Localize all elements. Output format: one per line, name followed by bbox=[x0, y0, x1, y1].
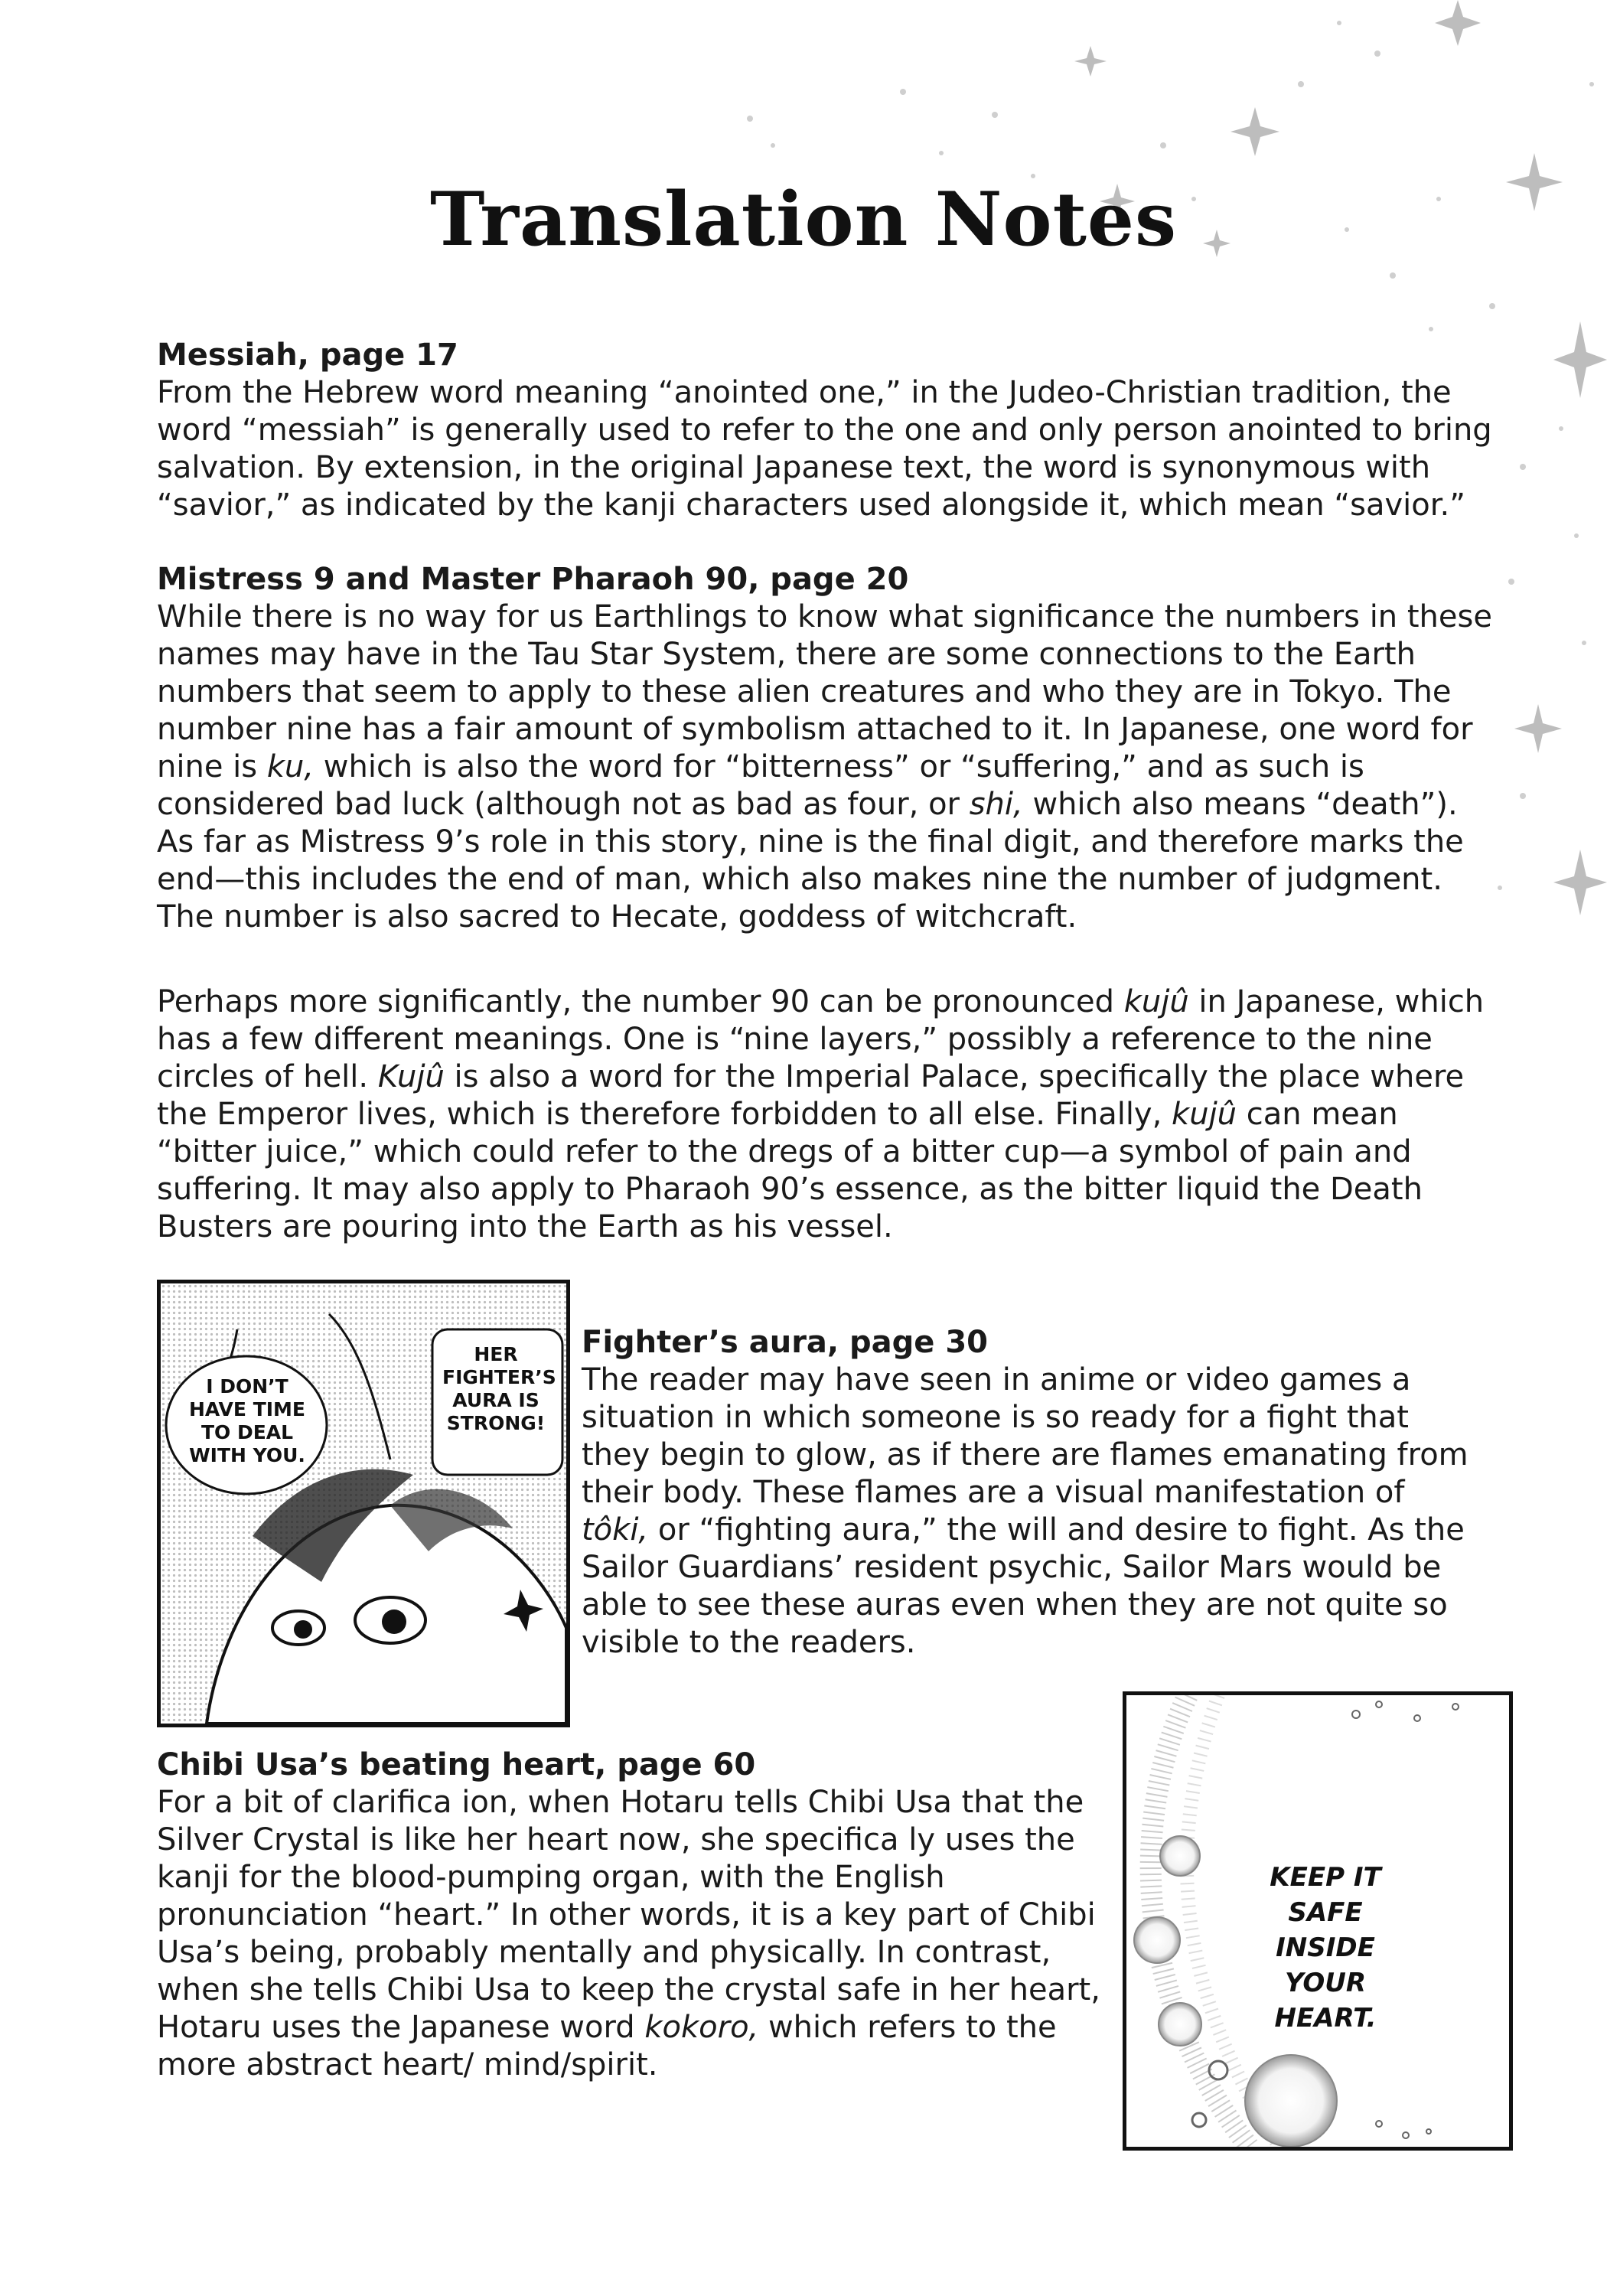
note-pharaoh-90 bbox=[157, 983, 1488, 1246]
note-mistress-9 bbox=[157, 561, 1504, 936]
note-body: While there is no way for us Earthlings to know what significance the numbers in these names may have in the Tau Star System, there are some connections to the Earth numbers that seem to apply to these alien creatures and who they are in Tokyo. The number nine has a fair amount of symbolism attached to it. In Japanese, one word for nine is ku, which is also the word for “bitterness” or “suffering,” and as such is considered bad luck (although not as bad as four, or shi, which also means “death”). As far as Mistress 9’s role in this story, nine is the final digit, and therefore marks the end—this includes the end of man, which also makes nine the number of judgment. The number is also sacred to Hecate, goddess of witchcraft. bbox=[157, 599, 1492, 934]
sparkle-icon bbox=[1074, 46, 1107, 77]
note-body: For a bit of clarifica ion, when Hotaru tells Chibi Usa that the Silver Crystal is like her heart now, she specifica ly uses the kanji for the blood-pumping organ, with the English pronunciation “heart.” In other words, it is a key part of Chibi Usa’s being, probably mentally and physically. In contrast, when she tells Chibi Usa to keep the crystal safe in her heart, Hotaru uses the Japanese word kokoro, which refers to the more abstract heart/ mind/spirit. bbox=[157, 1785, 1100, 2082]
sparkle-icon bbox=[1435, 0, 1481, 46]
manga-panel-heart bbox=[1123, 1691, 1513, 2151]
manga-panel-fighter bbox=[157, 1280, 570, 1727]
note-messiah bbox=[157, 337, 1504, 524]
note-chibi-usa-heart bbox=[157, 1746, 1106, 2084]
sparkle-icon bbox=[1553, 850, 1607, 915]
note-heading: Messiah, page 17 bbox=[157, 338, 458, 373]
note-body: The reader may have seen in anime or video games a situation in which someone is so ready for a fight that they begin to glow, as if there are flames emanating from their body. These flames are a visual manifestation of tôki, or “fighting aura,” the will and desire to fight. As the Sailor Guardians’ resident psychic, Sailor Mars would be able to see these auras even when they are not quite so visible to the readers. bbox=[582, 1362, 1468, 1660]
note-fighters-aura bbox=[582, 1324, 1477, 1662]
sparkle-icon bbox=[1514, 704, 1562, 753]
narration-text: KEEP IT SAFE INSIDE YOUR HEART. bbox=[1270, 1862, 1381, 2033]
speech-bubble: I DON’T HAVE TIME TO DEAL WITH YOU. bbox=[188, 1375, 305, 1466]
speech-bubble: HER FIGHTER’S AURA IS STRONG! bbox=[442, 1343, 556, 1434]
sparkle-icon bbox=[1553, 321, 1607, 398]
note-body: From the Hebrew word meaning “anointed one,” in the Judeo-Christian tradition, the word “messiah” is generally used to refer to the one and only person anointed to bring salvation. By extension, in the original Japanese text, the word is synonymous with “savior,” as indicated by the kanji characters used alongside it, which mean “savior.” bbox=[157, 375, 1492, 523]
note-heading: Chibi Usa’s beating heart, page 60 bbox=[157, 1747, 756, 1782]
sparkle-icon bbox=[1231, 107, 1279, 156]
note-heading: Mistress 9 and Master Pharaoh 90, page 20 bbox=[157, 562, 909, 597]
page-title: Translation Notes bbox=[429, 176, 1178, 263]
note-body: Perhaps more significantly, the number 90 can be pronounced kujû in Japanese, which has a few different meanings. One is “nine layers,” possibly a reference to the nine circles of hell. Kujû is also a word for the Imperial Palace, specifically the place where the Emperor lives, which is therefore forbidden to all else. Finally, kujû can mean “bitter juice,” which could refer to the dregs of a bitter cup—a symbol of pain and suffering. It may also apply to Pharaoh 90’s essence, as the bitter liquid the Death Busters are pouring into the Earth as his vessel. bbox=[157, 984, 1485, 1244]
note-heading: Fighter’s aura, page 30 bbox=[582, 1325, 989, 1360]
